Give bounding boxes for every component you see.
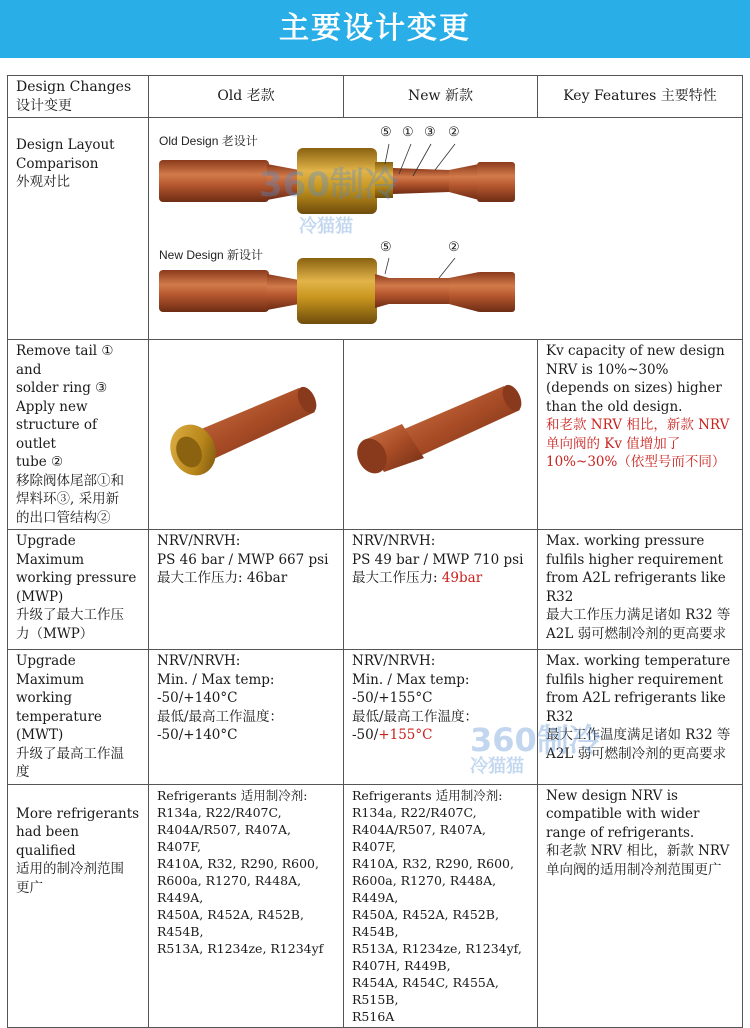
table-row-layout: [8, 118, 743, 340]
new-refrigerants: [344, 784, 538, 1027]
new-mwp: [344, 530, 538, 650]
new-refrigerants-text: Refrigerants 适用制冷剂: R134a, R22/R407C, R404A/R507, R407A, R407F, R410A, R32, R290, R600, R600a, R1270, R448A, R449A, R450A, R452A, R452B, R454B, R513A, R1234ze, R1234yf, R407H, R449B, R454A, R454C, R455A, R515B, R516A: [352, 787, 522, 1024]
row-label-mwt: Upgrade Maximum working temperature (MWT) 升级了最高工作温 度: [8, 650, 149, 785]
old-mwp: [149, 530, 344, 650]
row-label-refrigerants: More refrigerants had been qualified 适用的制冷剂范围 更广: [8, 784, 149, 1027]
new-mwp-line2: PS 49 bar / MWP 710 psi: [352, 551, 524, 568]
callout-old-5: ⑤: [380, 125, 392, 140]
old-design-caption: Old Design 老设计: [159, 134, 258, 148]
row-label-mwp: Upgrade Maximum working pressure (MWP) 升级了最大工作压 力（MWP）: [8, 530, 149, 650]
old-outlet-tube-drawing: [149, 340, 343, 500]
old-outlet-tube-image: [149, 340, 344, 530]
valve-comparison-drawing: [149, 118, 743, 340]
row-label-tail: Remove tail ① and solder ring ③ Apply new structure of outlet tube ② 移除阀体尾部①和 焊料环③, 采用新 的出口管结构②: [8, 340, 149, 530]
table-header-row: [8, 76, 743, 118]
title-banner: [0, 0, 750, 58]
new-design-caption: New Design 新设计: [159, 248, 264, 262]
watermark-logo-bottom: 360制冷: [470, 721, 601, 759]
layout-comparison-figure: [149, 118, 743, 340]
old-mwp-line2: PS 46 bar / MWP 667 psi: [157, 551, 329, 568]
old-valve-drawing: [159, 144, 515, 214]
table-row-mwt: [8, 650, 743, 785]
new-outlet-tube-image: [344, 340, 538, 530]
page-title: 主要设计变更: [279, 11, 471, 46]
header-key-features: Key Features 主要特性: [538, 76, 743, 118]
old-mwp-line3: 最大工作压力: 46bar: [157, 570, 288, 586]
callout-old-1: ①: [402, 125, 414, 140]
feature-kv-cn: 和老款 NRV 相比，新款 NRV 单向阀的 Kv 值增加了 10%~30%（依型号而不同）: [546, 417, 730, 470]
design-changes-table: [7, 75, 743, 1028]
new-outlet-tube-drawing: [344, 340, 538, 500]
header-old: Old 老款: [149, 76, 344, 118]
old-mwp-line1: NRV/NRVH:: [157, 533, 241, 549]
row-label-layout: Design Layout Comparison 外观对比: [8, 118, 149, 340]
old-refrigerants: Refrigerants 适用制冷剂: R134a, R22/R407C, R404A/R507, R407A, R407F, R410A, R32, R290, R600, R600a, R1270, R448A, R449A, R450A, R452A, R452B, R454B, R513A, R1234ze, R1234yf: [149, 784, 344, 1027]
header-design-changes: Design Changes 设计变更: [8, 76, 149, 118]
header-new: New 新款: [344, 76, 538, 118]
feature-mwt: Max. working temperature fulfils higher requirement from A2L refrigerants like R32 最大工作温度满足诸如 R32 等 A2L 弱可燃制冷剂的更高要求: [538, 650, 743, 785]
feature-kv-en: Kv capacity of new design NRV is 10%~30% (depends on sizes) higher than the old design.: [546, 343, 725, 415]
callout-new-2: ②: [448, 240, 460, 255]
callout-old-3: ③: [424, 125, 436, 140]
table-row-tail: [8, 340, 743, 530]
callout-old-2: ②: [448, 125, 460, 140]
watermark-sub-bottom: 冷猫猫: [470, 756, 524, 777]
feature-refrigerants: New design NRV is compatible with wider range of refrigerants. 和老款 NRV 相比，新款 NRV 单向阀的适用制冷剂范围更广: [538, 784, 743, 1027]
new-mwt-lines: NRV/NRVH: Min. / Max temp: -50/+155°C 最低/最高工作温度：: [352, 653, 479, 725]
new-valve-drawing: [159, 258, 515, 324]
watermark-logo: 360制冷: [259, 165, 398, 205]
new-mwt-value: -50/+155°C: [352, 727, 433, 743]
old-mwt: NRV/NRVH: Min. / Max temp: -50/+140°C 最低/最高工作温度： -50/+140°C: [149, 650, 344, 785]
new-mwp-line3: 最大工作压力: 49bar: [352, 570, 483, 586]
new-mwp-line1: NRV/NRVH:: [352, 533, 436, 549]
table-row-refrigerants: [8, 784, 743, 1027]
feature-kv: [538, 340, 743, 530]
callout-new-5: ⑤: [380, 240, 392, 255]
feature-mwp: Max. working pressure fulfils higher requirement from A2L refrigerants like R32 最大工作压力满足诸如 R32 等 A2L 弱可燃制冷剂的更高要求: [538, 530, 743, 650]
new-mwt: [344, 650, 538, 785]
table-row-mwp: [8, 530, 743, 650]
watermark-sub: 冷猫猫: [299, 216, 353, 237]
